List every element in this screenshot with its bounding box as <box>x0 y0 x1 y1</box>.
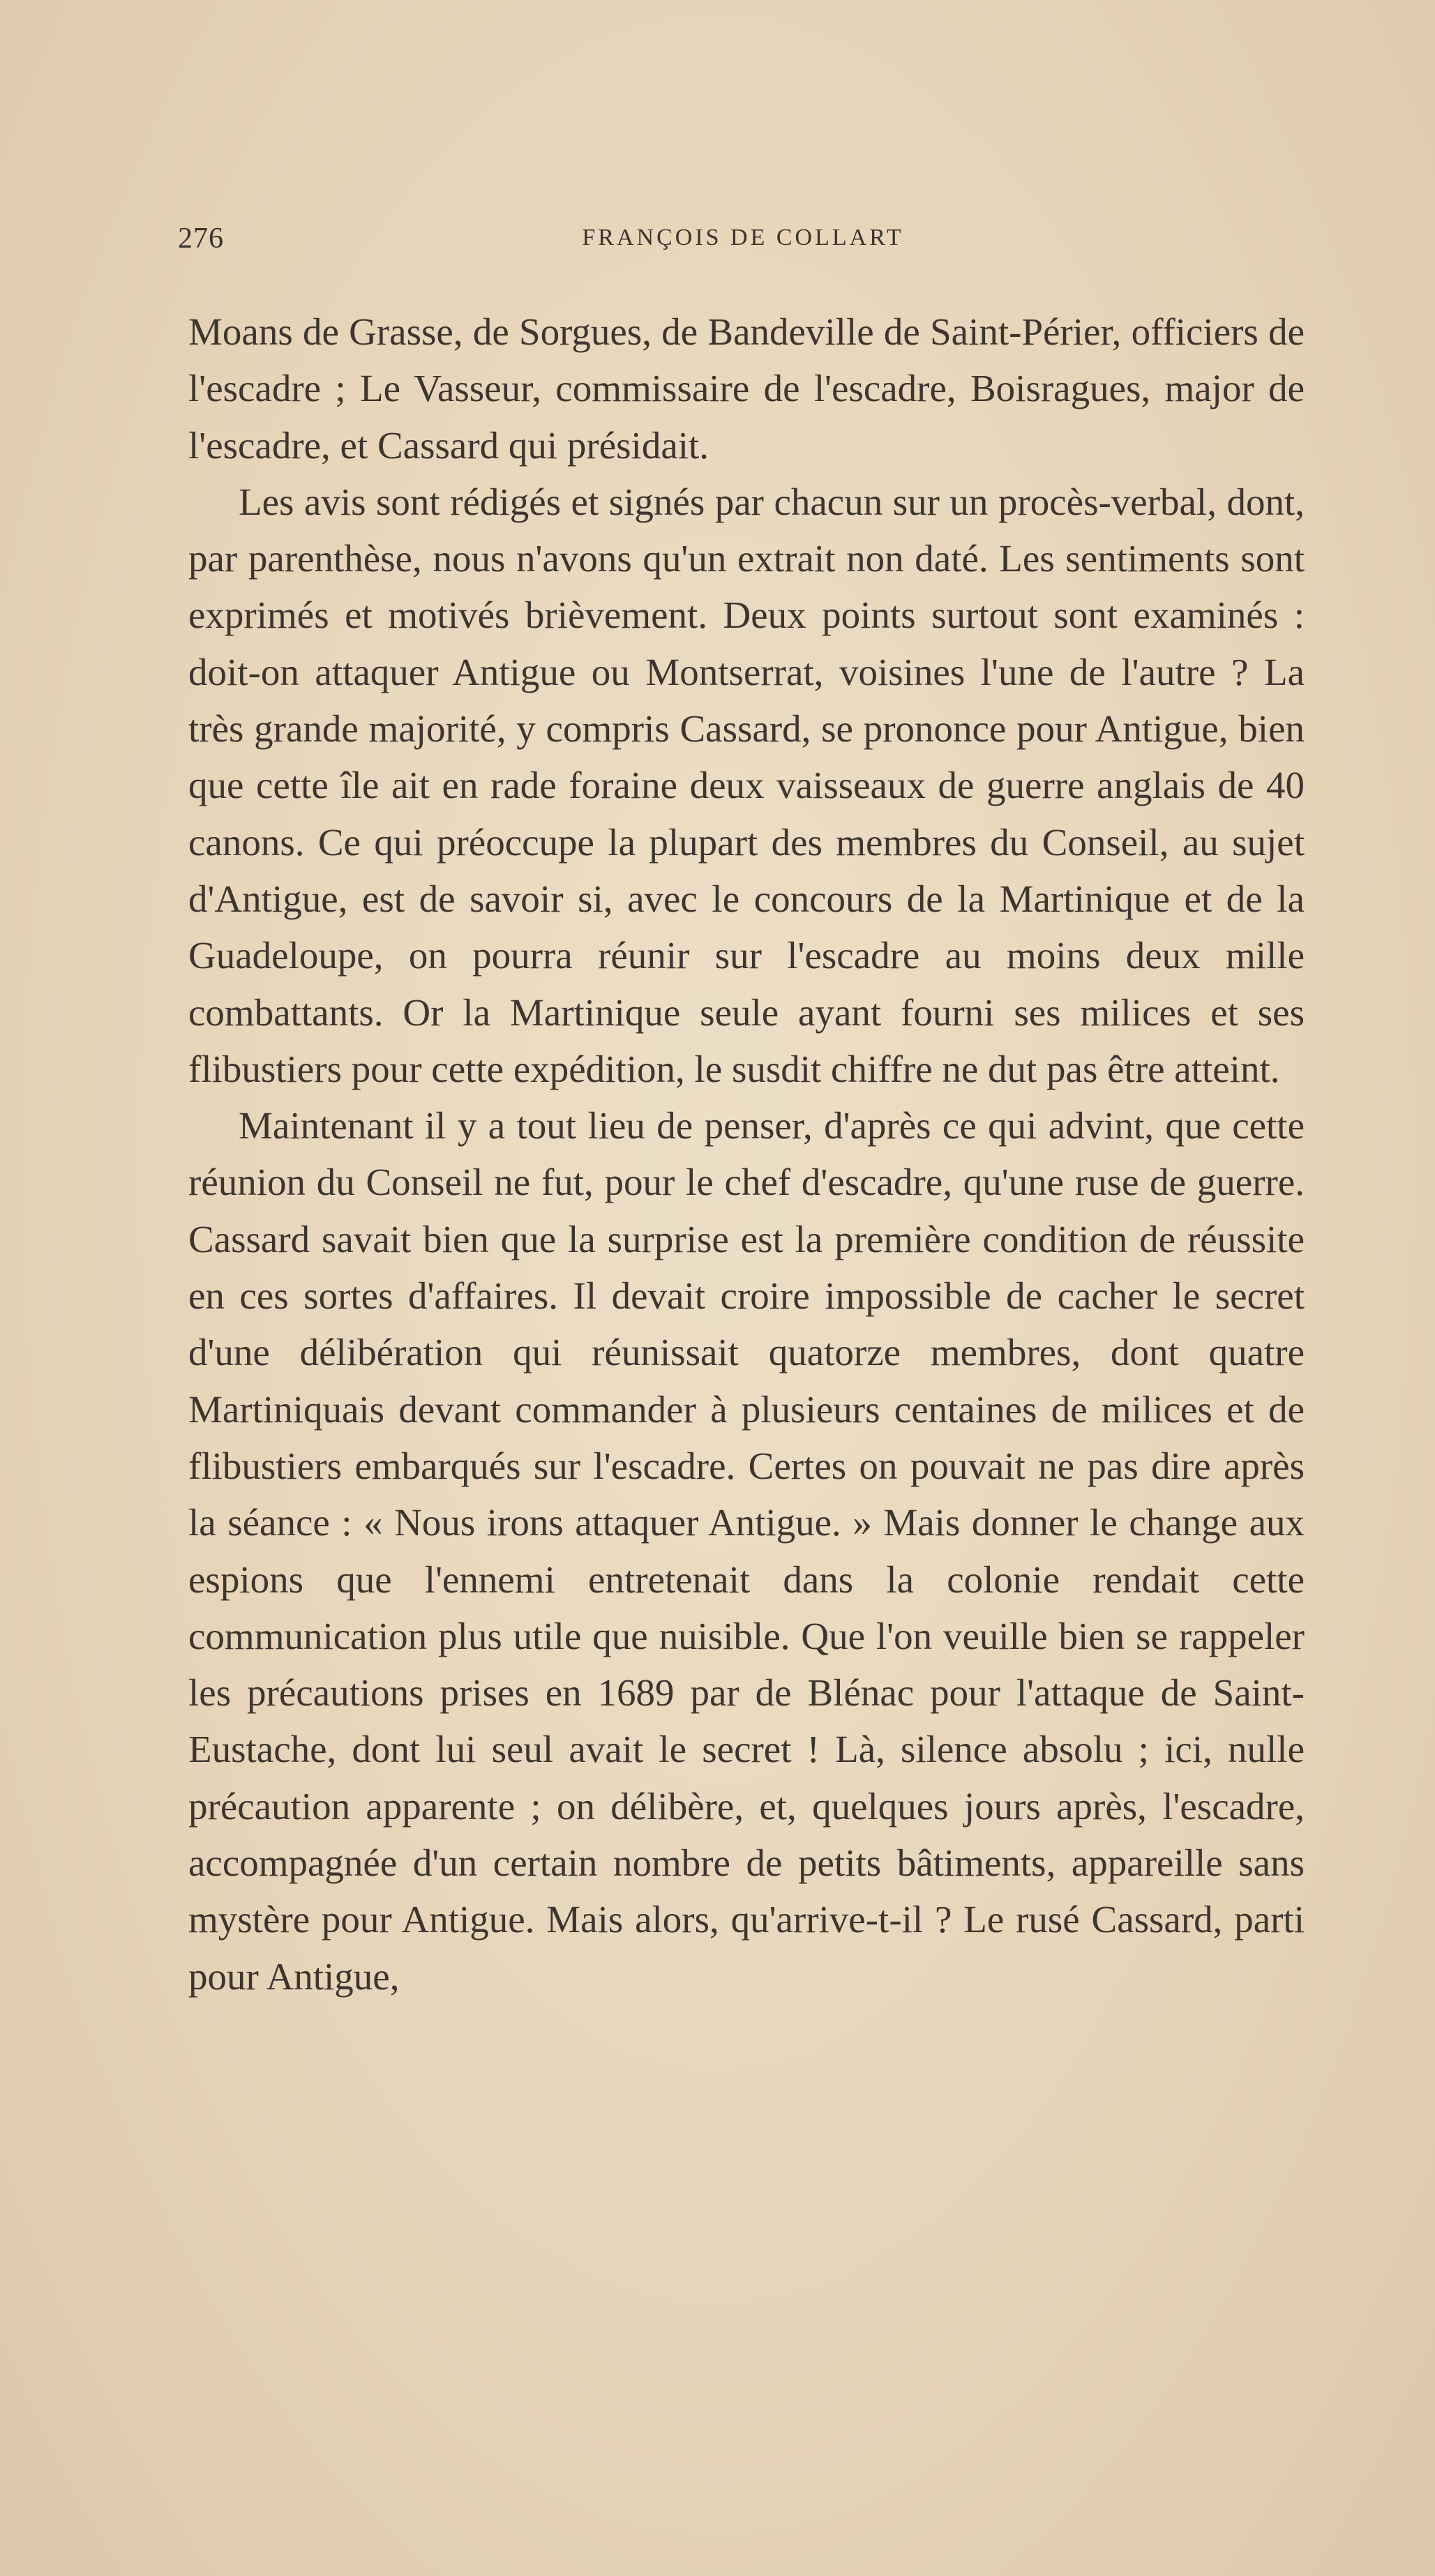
body-text <box>188 303 1305 2005</box>
running-title: FRANÇOIS DE COLLART <box>582 225 904 250</box>
running-head <box>178 222 1308 264</box>
page-number: 276 <box>178 223 224 255</box>
paragraph-continued: Moans de Grasse, de Sorgues, de Bandeville de Saint-Périer, officiers de l'escadre ; Le Vasseur, commissaire de l'escadre, Boisragues, major de l'escadre, et Cassard qui présidait. <box>188 310 1305 467</box>
paragraph-avis: Les avis sont rédigés et signés par chacun sur un procès-verbal, dont, par parenthèse, nous n'avons qu'un extrait non daté. Les sentiments sont exprimés et motivés brièvement. Deux points surtout sont examinés : doit-on attaquer Antigue ou Montserrat, voisines l'une de l'autre ? La très grande majorité, y compris Cassard, se prononce pour Antigue, bien que cette île ait en rade foraine deux vaisseaux de guerre anglais de 40 canons. Ce qui préoccupe la plupart des membres du Conseil, au sujet d'Antigue, est de savoir si, avec le concours de la Martinique et de la Guadeloupe, on pourra réunir sur l'escadre au moins deux mille combattants. Or la Martinique seule ayant fourni ses milices et ses flibustiers pour cette expédition, le susdit chiffre ne dut pas être atteint. <box>188 480 1305 1090</box>
paragraph-ruse: Maintenant il y a tout lieu de penser, d'après ce qui advint, que cette réunion du Conseil ne fut, pour le chef d'escadre, qu'une ruse de guerre. Cassard savait bien que la surprise est la première condition de réussite en ces sortes d'affaires. Il devait croire impossible de cacher le secret d'une délibération qui réunissait quatorze membres, dont quatre Martiniquais devant commander à plusieurs centaines de milices et de flibustiers embarqués sur l'escadre. Certes on pouvait ne pas dire après la séance : « Nous irons attaquer Antigue. » Mais donner le change aux espions que l'ennemi entretenait dans la colonie rendait cette communication plus utile que nuisible. Que l'on veuille bien se rappeler les précautions prises en 1689 par de Blénac pour l'attaque de Saint-Eustache, dont lui seul avait le secret ! Là, silence absolu ; ici, nulle précaution apparente ; on délibère, et, quelques jours après, l'escadre, accompagnée d'un certain nombre de petits bâtiments, appareille sans mystère pour Antigue. Mais alors, qu'arrive-t-il ? Le rusé Cassard, parti pour Antigue, <box>188 1104 1305 1998</box>
